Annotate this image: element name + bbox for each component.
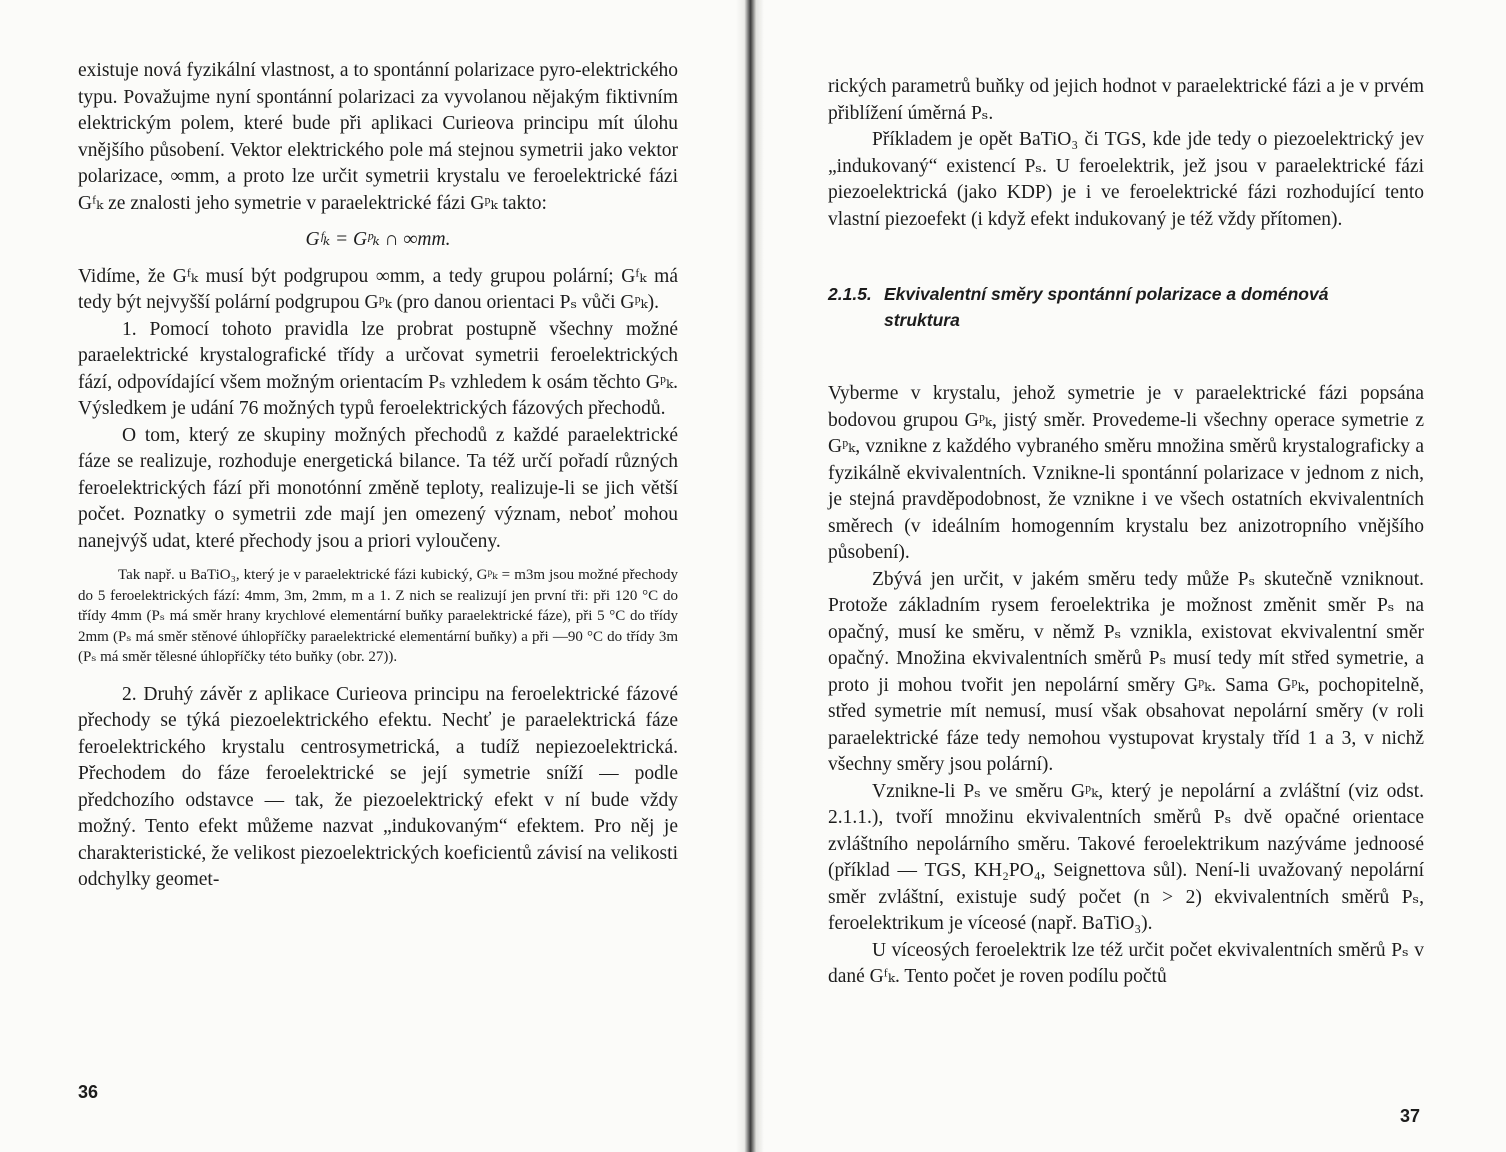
page-number-right: 37	[1399, 1106, 1420, 1126]
page-number-left: 36	[78, 1082, 99, 1102]
paragraph-rule-2: 2. Druhý závěr z aplikace Curieova principu na feroelektrické fázové přechody se týká piezoelektrického efektu. Nechť je paraelektrická fáze feroelektrického krystalu centrosymetrická, a tudíž nepiezoelektrická. Přechodem do fáze feroelektrické se její symetrie sníží — podle předchozího odstavce — tak, že piezoelektrický efekt v ní bude vždy možný. Tento efekt můžeme nazvat „indukovaným“ efektem. Pro něj je charakteristické, že velikost piezoelektrických koeficientů závisí na velikosti odchylky geomet-	[78, 683, 678, 890]
paragraph-equivalent-directions: Vyberme v krystalu, jehož symetrie je v paraelektrické fázi popsána bodovou grupou Gᵖₖ, jistý směr. Provedeme-li všechny operace symetrie z Gᵖₖ, vznikne z každého vybraného směru množina směrů krystalograficky a fyzikálně ekvivalentních. Vznikne-li spontánní polarizace v jednom z nich, je stejná pravděpodobnost, že vznikne i ve všech ostatních ekvivalentních směrech (v ideálním homogenním krystalu bez anizotropního vnějšího působení).	[828, 383, 1424, 563]
paragraph-polar-subgroup: Vidíme, že Gᶠₖ musí být podgrupou ∞mm, a tedy grupou polární; Gᶠₖ má tedy být nejvyšší polární podgrupou Gᵖₖ (pro danou orientaci Pₛ vůči Gᵖₖ).	[78, 265, 678, 313]
section-title-line2: struktura	[884, 310, 960, 330]
section-title-line1: Ekvivalentní směry spontánní polarizace a doménová	[884, 284, 1329, 304]
section-number: 2.1.5.	[828, 284, 872, 304]
note-batio3-example: Tak např. u BaTiO₃, který je v paraelektrické fázi kubický, Gᵖₖ = m3m jsou možné přechody do 5 feroelektrických fází: 4mm, 3m, 2mm, m a 1. Z nich se realizují jen první tři: při 120 °C do třídy 4mm (Pₛ má směr hrany krychlové elementární buňky paraelektrické fáze), při 5 °C do třídy 2mm (Pₛ má směr stěnové úhlopříčky paraelektrické elementární buňky) a při —90 °C do třídy 3m (Pₛ má směr tělesné úhlopříčky této buňky (obr. 27)).	[78, 567, 678, 665]
right-page-body	[828, 74, 1424, 991]
paragraph-rule-1: 1. Pomocí tohoto pravidla lze probrat postupně všechny možné paraelektrické krystalografické třídy a určovat symetrii feroelektrických fází, odpovídající všem možným orientacím Pₛ vzhledem k osám těchto Gᵖₖ. Výsledkem je udání 76 možných typů feroelektrických fázových přechodů.	[78, 318, 678, 419]
paragraph-uniaxial: Vznikne-li Pₛ ve směru Gᵖₖ, který je nepolární a zvláštní (viz odst. 2.1.1.), tvoří množinu ekvivalentních směrů Pₛ dvě opačné orientace zvláštního nepolárního směru. Takové feroelektrikum nazýváme jednoosé (příklad — TGS, KH₂PO₄, Seignettova sůl). Není-li uvažovaný nepolární směr zvláštní, existuje sudý počet (n > 2) ekvivalentních směrů Pₛ, feroelektrikum je víceosé (např. BaTiO₃).	[828, 780, 1424, 934]
right-page	[828, 0, 1424, 1152]
paragraph-example: Příkladem je opět BaTiO₃ či TGS, kde jde tedy o piezoelektrický jev „indukovaný“ existencí Pₛ. U feroelektrik, jež jsou v paraelektrické fázi piezoelektrická (jako KDP) je i ve feroelektrické fázi rozhodující tento vlastní piezoefekt (i když efekt indukovaný je též vždy přítomen).	[828, 129, 1424, 230]
left-page-body	[78, 58, 678, 894]
symmetry-formula: Gᶠₖ = Gᵖₖ ∩ ∞mm.	[305, 229, 451, 250]
paragraph-remaining: Zbývá jen určit, v jakém směru tedy může Pₛ skutečně vzniknout. Protože základním rysem feroelektrika je možnost změnit směr Pₛ na opačný, musí ke směru, v němž Pₛ vznikla, existovat ekvivalentní směr opačný. Množina ekvivalentních směrů Pₛ musí tedy mít střed symetrie, a proto ji mohou tvořit jen nepolární směry Gᵖₖ. Sama Gᵖₖ, pochopitelně, střed symetrie mít nemusí, musí však obsahovat nepolární směry (v roli paraelektrické fáze tedy nemohou vystupovat krystaly tříd 1 a 3, v nichž všechny směry jsou polární).	[828, 568, 1424, 775]
paragraph-pyroelectric: existuje nová fyzikální vlastnost, a to spontánní polarizace pyro-elektrického typu. Považujme nyní spontánní polarizaci za vyvolanou nějakým fiktivním elektrickým polem, které bude při aplikaci Curieova principu mít úlohu vnějšího působení. Vektor elektrického pole má stejnou symetrii jako vektor polarizace, ∞mm, a proto lze určit symetrii krystalu ve feroelektrické fázi Gᶠₖ ze znalosti jeho symetrie v paraelektrické fázi Gᵖₖ takto:	[78, 60, 678, 214]
paragraph-multiaxial: U víceosých feroelektrik lze též určit počet ekvivalentních směrů Pₛ v dané Gᶠₖ. Tento počet je roven podílu počtů	[828, 939, 1424, 987]
book-spine-gutter	[736, 0, 764, 1152]
paragraph-energy-balance: O tom, který ze skupiny možných přechodů z každé paraelektrické fáze se realizuje, rozhoduje energetická bilance. Ta též určí pořadí různých feroelektrických fází při monotónní změně teploty, realizuje-li se jich větší počet. Poznatky o symetrii zde mají jen omezený význam, neboť mohou nanejvýš udat, které přechody jsou a priori vyloučeny.	[78, 424, 678, 552]
paragraph-continuation: rických parametrů buňky od jejich hodnot v paraelektrické fázi a je v prvém přiblížení úměrná Pₛ.	[828, 76, 1424, 124]
section-heading	[828, 281, 1424, 333]
left-page	[78, 0, 678, 1152]
